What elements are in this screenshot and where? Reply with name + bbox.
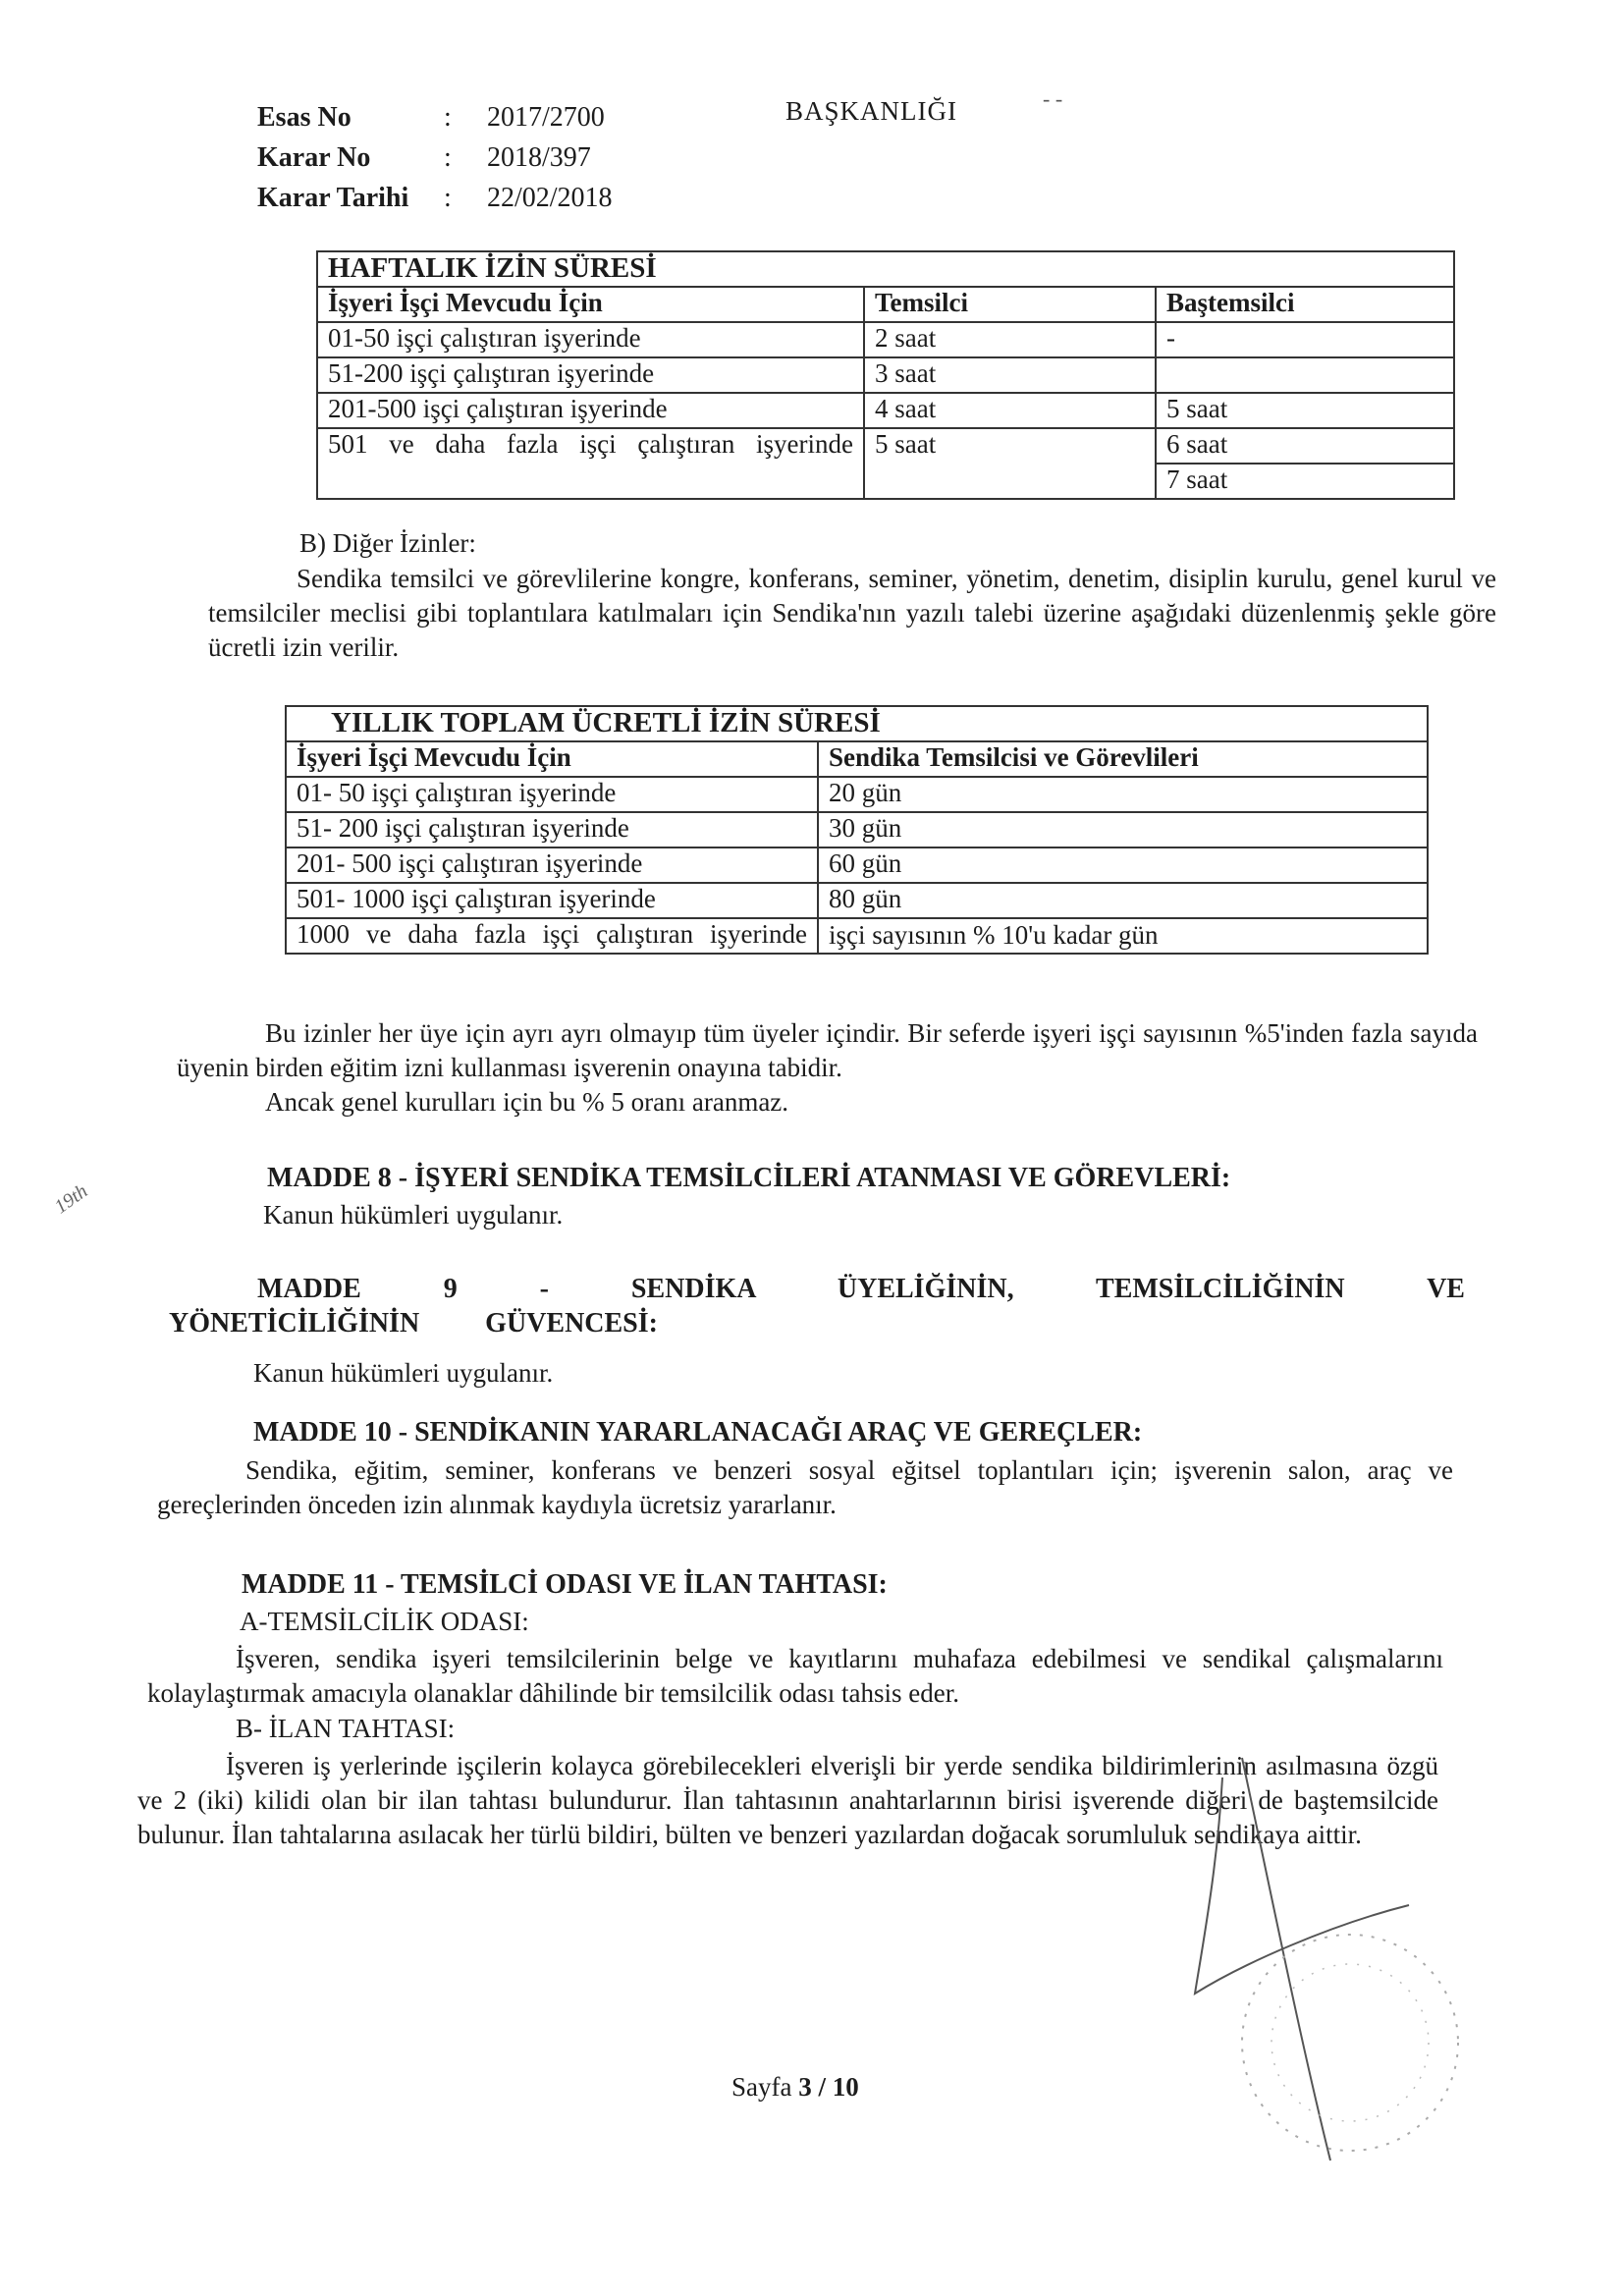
- karar-no-row: Karar No : 2018/397: [257, 142, 591, 173]
- weekly-header-workplace: İşyeri İşçi Mevcudu İçin: [317, 287, 864, 322]
- scan-mark: - -: [1043, 86, 1063, 111]
- madde-11-sub-b: B- İLAN TAHTASI:: [236, 1714, 456, 1743]
- table-row: 1000 ve daha fazla işçi çalıştıran işyerinde işçi sayısının % 10'u kadar gün: [286, 918, 1428, 954]
- madde-10-text: Sendika, eğitim, seminer, konferans ve benzeri sosyal eğitsel toplantıları için; işverenin salon, araç ve gereçlerinden önceden izin alınmak kaydıyla ücretsiz yararlanır.: [157, 1455, 1453, 1519]
- madde-10-heading: MADDE 10 - SENDİKANIN YARARLANACAĞI ARAÇ VE GEREÇLER:: [253, 1417, 1143, 1448]
- table-row: 501- 1000 işçi çalıştıran işyerinde 80 gün: [286, 883, 1428, 918]
- madde-11-text-b: İşveren iş yerlerinde işçilerin kolayca görebilecekleri elverişli bir yerde sendika bildirimlerinin asılmasına özgü ve 2 (iki) kilidi olan bir ilan tahtası bulundurur. İlan tahtasının anahtarlarının birisi işverende diğeri de baştemsilcide bulunur. İlan tahtalarına asılacak her türlü bildiri, bülten ve benzeri yazılardan doğacak sorumluluk sendikaya aittir.: [137, 1751, 1438, 1849]
- table-row: 51- 200 işçi çalıştıran işyerinde 30 gün: [286, 812, 1428, 847]
- other-leaves-heading: B) Diğer İzinler:: [299, 528, 476, 558]
- madde-11-text-a: İşveren, sendika işyeri temsilcilerinin belge ve kayıtlarını muhafaza edebilmesi ve sendikal çalışmalarını kolaylaştırmak amacıyla olanaklar dâhilinde bir temsilcilik odası tahsis eder.: [147, 1644, 1443, 1708]
- annual-header-representatives: Sendika Temsilcisi ve Görevlileri: [818, 741, 1428, 777]
- karar-no-value: 2018/397: [487, 142, 591, 173]
- madde-8-heading: MADDE 8 - İŞYERİ SENDİKA TEMSİLCİLERİ ATANMASI VE GÖREVLERİ:: [267, 1163, 1231, 1193]
- esas-no-label: Esas No: [257, 102, 352, 133]
- table-row: 01-50 işçi çalıştıran işyerinde 2 saat -: [317, 322, 1454, 357]
- signature-stamp: [1183, 1748, 1497, 2170]
- after-table-text: Bu izinler her üye için ayrı ayrı olmayıp tüm üyeler içindir. Bir seferde işyeri işçi sayısının %5'inden fazla sayıda üyenin birden eğitim izni kullanması işverenin onayına tabidir. Ancak genel kurulları için bu % 5 oranı aranmaz.: [177, 1018, 1478, 1117]
- karar-tarihi-row: Karar Tarihi : 22/02/2018: [257, 183, 613, 213]
- table-row: 7 saat: [317, 464, 1454, 499]
- table-row: 201-500 işçi çalıştıran işyerinde 4 saat 5 saat: [317, 393, 1454, 428]
- table-row: 01- 50 işçi çalıştıran işyerinde 20 gün: [286, 777, 1428, 812]
- esas-no-value: 2017/2700: [487, 102, 605, 133]
- annual-header-workplace: İşyeri İşçi Mevcudu İçin: [286, 741, 818, 777]
- madde-11-heading: MADDE 11 - TEMSİLCİ ODASI VE İLAN TAHTASI:: [242, 1569, 888, 1600]
- madde-11-sub-a: A-TEMSİLCİLİK ODASI:: [240, 1607, 529, 1636]
- annual-leave-table: [285, 705, 1429, 955]
- page-number: Sayfa 3 / 10: [731, 2072, 859, 2102]
- esas-no-row: Esas No : 2017/2700: [257, 102, 605, 133]
- madde-9-text: Kanun hükümleri uygulanır.: [253, 1358, 554, 1388]
- header-title: BAŞKANLIĞI: [785, 96, 957, 126]
- karar-no-label: Karar No: [257, 142, 371, 173]
- table-row: 51-200 işçi çalıştıran işyerinde 3 saat: [317, 357, 1454, 393]
- karar-tarihi-value: 22/02/2018: [487, 183, 613, 213]
- annual-table-title: YILLIK TOPLAM ÜCRETLİ İZİN SÜRESİ: [286, 706, 1428, 741]
- table-row: 201- 500 işçi çalıştıran işyerinde 60 gün: [286, 847, 1428, 883]
- madde-8-text: Kanun hükümleri uygulanır.: [263, 1200, 564, 1230]
- karar-tarihi-label: Karar Tarihi: [257, 183, 409, 213]
- margin-annotation: 19th: [50, 1179, 92, 1219]
- table-row: 501 ve daha fazla işçi çalıştıran işyerinde 5 saat 6 saat: [317, 428, 1454, 464]
- weekly-header-chief: Baştemsilci: [1156, 287, 1454, 322]
- weekly-header-representative: Temsilci: [864, 287, 1156, 322]
- other-leaves-text: Sendika temsilci ve görevlilerine kongre, konferans, seminer, yönetim, denetim, disiplin kurulu, genel kurul ve temsilciler meclisi gibi toplantılara katılmaları için Sendika'nın yazılı talebi üzerine aşağıdaki düzenlenmiş şekle göre ücretli izin verilir.: [208, 564, 1496, 662]
- weekly-leave-table: [316, 250, 1455, 500]
- weekly-table-title: HAFTALIK İZİN SÜRESİ: [317, 251, 1454, 287]
- madde-9-heading: MADDE 9 - SENDİKA ÜYELİĞİNİN, TEMSİLCİLİĞİNİN VE YÖNETİCİLİĞİNİN GÜVENCESİ:: [169, 1274, 1465, 1339]
